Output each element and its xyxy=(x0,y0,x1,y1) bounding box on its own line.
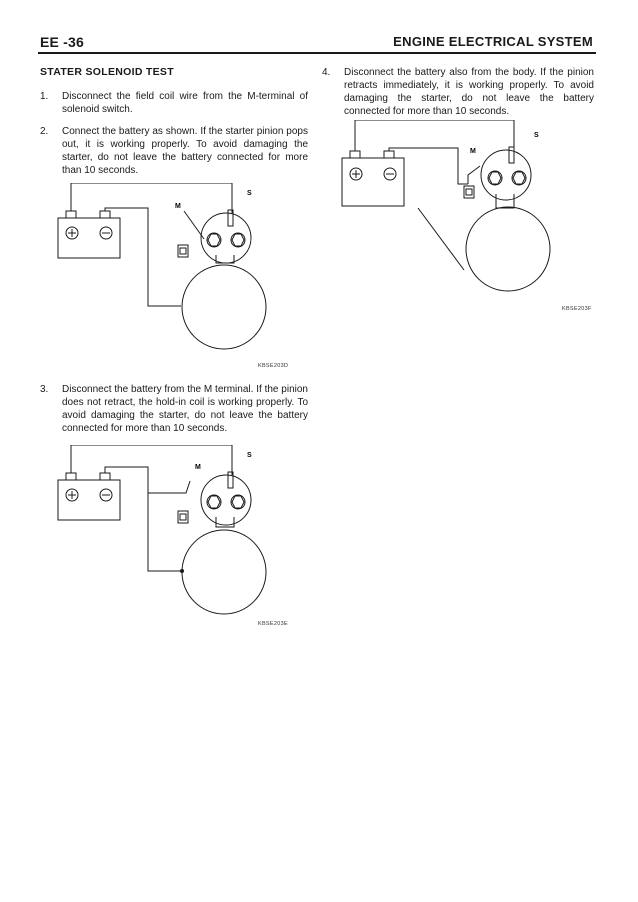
figure-solenoid-return xyxy=(340,120,600,315)
step-number: 4. xyxy=(322,67,331,78)
header-rule xyxy=(38,52,596,54)
battery-body xyxy=(342,158,404,206)
starter-motor xyxy=(466,207,550,291)
wire-negative xyxy=(389,148,468,184)
step-text: Connect the battery as shown. If the starter pinion pops out, it is working properly. To avoid damaging the starter, do not leave the battery connected for more than 10 seconds. xyxy=(62,126,308,176)
wire-positive-to-s xyxy=(71,183,232,213)
wiring-diagram xyxy=(56,183,316,373)
label-m: M xyxy=(195,464,201,471)
step-1 xyxy=(40,90,308,118)
wire-negative-to-body xyxy=(105,208,181,306)
label-s: S xyxy=(247,452,252,459)
body-connection-dot xyxy=(180,569,184,573)
starter-motor xyxy=(182,265,266,349)
page-title: STATER SOLENOID TEST xyxy=(40,66,174,78)
wire-body-ground xyxy=(418,208,464,270)
battery-body xyxy=(58,218,120,258)
step-text: Disconnect the field coil wire from the M-terminal of solenoid switch. xyxy=(62,91,308,115)
wire-negative-to-body xyxy=(105,467,181,571)
step-2 xyxy=(40,125,308,181)
step-4 xyxy=(322,66,596,122)
figure-solenoid-hold-in xyxy=(56,445,316,635)
step-number: 3. xyxy=(40,384,49,395)
figure-code: KBSE203D xyxy=(258,363,289,369)
step-3 xyxy=(40,383,308,439)
label-s: S xyxy=(247,190,252,197)
wire-positive-to-s xyxy=(355,120,514,151)
step-number: 1. xyxy=(40,91,49,102)
label-m: M xyxy=(175,203,181,210)
step-text: Disconnect the battery also from the body. If the pinion retracts immediately, it is working properly. To avoid damaging the starter, do not leave the battery connected for more than 10 seconds. xyxy=(344,67,594,117)
wire-m-lead xyxy=(468,166,480,184)
step-text: Disconnect the battery from the M terminal. If the pinion does not retract, the hold-in coil is working properly. To avoid damaging the starter, do not leave the battery connected for more than 10 seconds. xyxy=(62,384,308,434)
battery-body xyxy=(58,480,120,520)
page-number: EE -36 xyxy=(40,34,84,50)
section-title: ENGINE ELECTRICAL SYSTEM xyxy=(393,34,593,49)
starter-motor xyxy=(182,530,266,614)
figure-solenoid-pull-in xyxy=(56,183,316,373)
wiring-diagram xyxy=(56,445,316,635)
wire-positive-to-s xyxy=(71,445,232,475)
wire-disconnected-m xyxy=(148,481,190,493)
label-m: M xyxy=(470,148,476,155)
step-number: 2. xyxy=(40,126,49,137)
wiring-diagram xyxy=(340,120,600,310)
label-s: S xyxy=(534,132,539,139)
figure-code: KBSE203F xyxy=(562,306,592,312)
figure-code: KBSE203E xyxy=(258,621,288,627)
